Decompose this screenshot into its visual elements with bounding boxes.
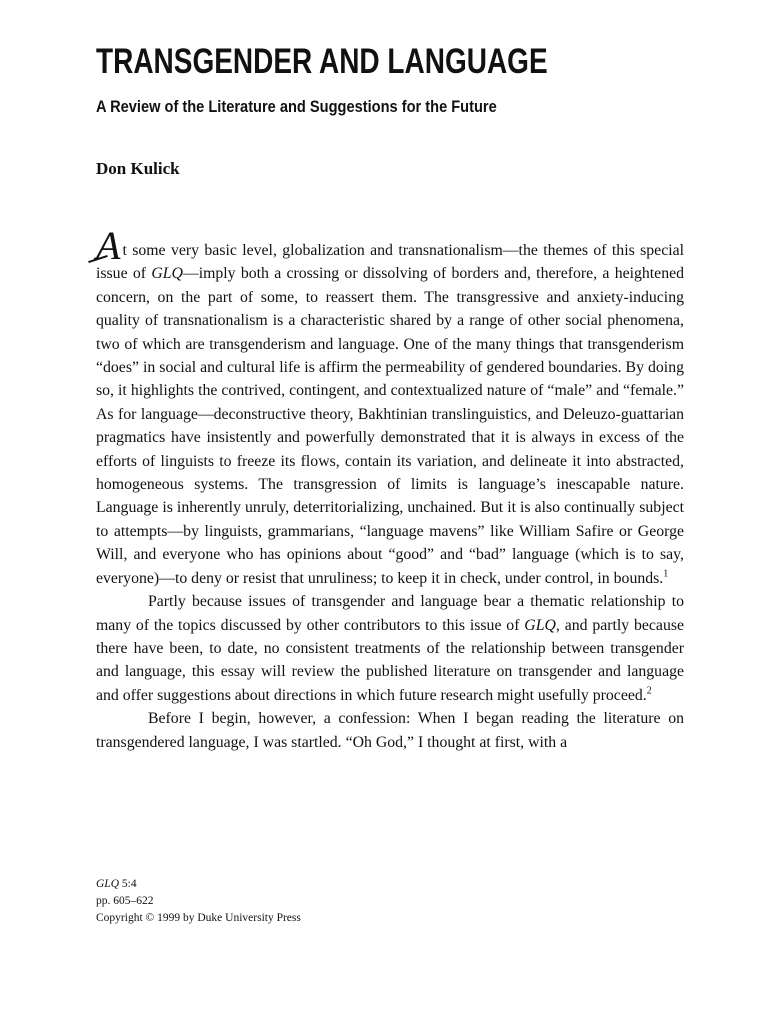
journal-name-italic: GLQ [151,265,183,283]
article-body [96,223,684,754]
paragraph-1-text-start: t some very basic level, globalization and transnationalism—the themes of this special issue of [96,242,684,283]
paragraph-1-text-end: —imply both a crossing or dissolving of borders and, therefore, a heightened concern, on the part of some, to reassert them. The transgressive and anxiety-inducing quality of transnationalism is a characteristic shared by a range of other social phenomena, two of which are transgenderism and language. One of the many things that transgenderism “does” in social and cultural life is affirm the permeability of gendered boundaries. By doing so, it highlights the contrived, contingent, and contextualized nature of “male” and “female.” As for language—deconstructive theory, Bakhtinian translinguistics, and Deleuzo-guattarian pragmatics have insistently and powerfully demonstrated that it is always in excess of the efforts of linguists to freeze its flows, contain its variation, and delineate it into abstracted, homogeneous systems. The transgression of limits is language’s inescapable nature. Language is inherently unruly, deterritorializing, unchained. But it is also continually subject to attempts—by linguists, grammarians, “language mavens” like William Safire or George Will, and everyone who has opinions about “good” and “bad” language (which is to say, everyone)—to deny or resist that unruliness; to keep it in check, under control, in bounds. [96,265,684,587]
page-range: pp. 605–622 [96,895,154,907]
paragraph-3 [96,707,684,754]
drop-cap: A [96,223,121,268]
article-subtitle: A Review of the Literature and Suggestions for the Future [96,97,497,116]
article-author: Don Kulick [96,159,180,178]
copyright-notice: Copyright © 1999 by Duke University Press [96,912,301,924]
article-page [96,0,684,1024]
paragraph-2-text-start: Partly because issues of transgender and language bear a thematic relationship to many of the topics discussed by other contributors to this issue of [96,593,684,634]
paragraph-3-text: Before I begin, however, a confession: When I began reading the literature on transgendered language, I was startled. “Oh God,” I thought at first, with a [96,710,684,751]
paragraph-2-text-end: , and partly because there have been, to date, no consistent treatments of the relationship between transgender and language, this essay will review the published literature on transgender and language and offer suggestions about directions in which future research might usefully proceed. [96,616,684,704]
footnote-ref-2[interactable]: 2 [646,685,652,697]
journal-issue [96,876,301,893]
article-title: TRANSGENDER AND LANGUAGE [96,42,548,81]
footer-issue: 5:4 [121,878,137,890]
footnote-ref-1[interactable]: 1 [663,568,669,580]
footer-journal-name: GLQ [96,878,120,890]
journal-name-italic: GLQ [524,616,556,634]
paragraph-2 [96,590,684,707]
paragraph-1 [96,223,684,590]
publication-footer [96,876,301,927]
